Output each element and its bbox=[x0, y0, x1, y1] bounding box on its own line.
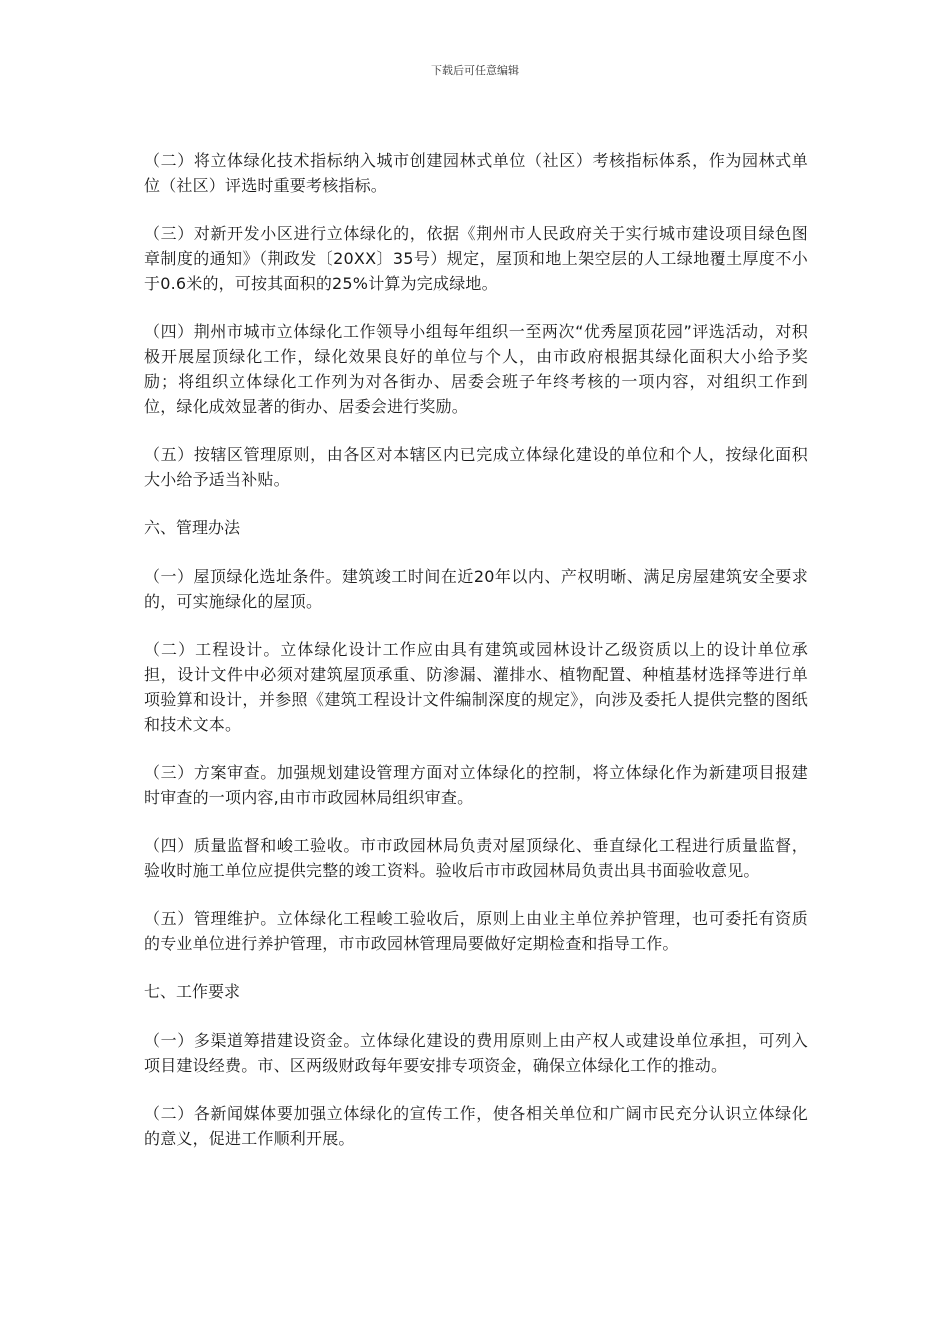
paragraph: （二）将立体绿化技术指标纳入城市创建园林式单位（社区）考核指标体系，作为园林式单位（社区）评选时重要考核指标。 bbox=[144, 151, 808, 195]
paragraph: （三）对新开发小区进行立体绿化的，依据《荆州市人民政府关于实行城市建设项目绿色图章制度的通知》（荆政发〔20XX〕35号）规定，屋顶和地上架空层的人工绿地覆土厚度不小于0.6米的，可按其面积的25%计算为完成绿地。 bbox=[144, 224, 808, 293]
paragraph: （二）工程设计。立体绿化设计工作应由具有建筑或园林设计乙级资质以上的设计单位承担，设计文件中必须对建筑屋顶承重、防渗漏、灌排水、植物配置、种植基材选择等进行单项验算和设计，并参照《建筑工程设计文件编制深度的规定》，向涉及委托人提供完整的图纸和技术文本。 bbox=[144, 640, 808, 734]
paragraph: （一）多渠道筹措建设资金。立体绿化建设的费用原则上由产权人或建设单位承担，可列入项目建设经费。市、区两级财政每年要安排专项资金，确保立体绿化工作的推动。 bbox=[144, 1031, 808, 1075]
section-heading: 六、管理办法 bbox=[144, 518, 241, 537]
paragraph: （二）各新闻媒体要加强立体绿化的宣传工作，使各相关单位和广阔市民充分认识立体绿化的意义，促进工作顺利开展。 bbox=[144, 1104, 808, 1148]
paragraph: （一）屋顶绿化选址条件。建筑竣工时间在近20年以内、产权明晰、满足房屋建筑安全要求的，可实施绿化的屋顶。 bbox=[144, 567, 808, 611]
paragraph: （四）荆州市城市立体绿化工作领导小组每年组织一至两次“优秀屋顶花园”评选活动，对积极开展屋顶绿化工作，绿化效果良好的单位与个人，由市政府根据其绿化面积大小给予奖励；将组织立体绿化工作列为对各街办、居委会班子年终考核的一项内容，对组织工作到位，绿化成效显著的街办、居委会进行奖励。 bbox=[144, 322, 808, 416]
paragraph: （三）方案审查。加强规划建设管理方面对立体绿化的控制，将立体绿化作为新建项目报建时审查的一项内容,由市市政园林局组织审查。 bbox=[144, 763, 808, 807]
document-body bbox=[144, 148, 808, 1174]
paragraph: （五）管理维护。立体绿化工程峻工验收后，原则上由业主单位养护管理，也可委托有资质的专业单位进行养护管理，市市政园林管理局要做好定期检查和指导工作。 bbox=[144, 909, 808, 953]
paragraph: （五）按辖区管理原则，由各区对本辖区内已完成立体绿化建设的单位和个人，按绿化面积大小给予适当补贴。 bbox=[144, 445, 808, 489]
page-header: 下载后可任意编辑 bbox=[431, 64, 519, 77]
paragraph: （四）质量监督和峻工验收。市市政园林局负责对屋顶绿化、垂直绿化工程进行质量监督，验收时施工单位应提供完整的竣工资料。验收后市市政园林局负责出具书面验收意见。 bbox=[144, 836, 808, 880]
section-heading: 七、工作要求 bbox=[144, 982, 241, 1001]
